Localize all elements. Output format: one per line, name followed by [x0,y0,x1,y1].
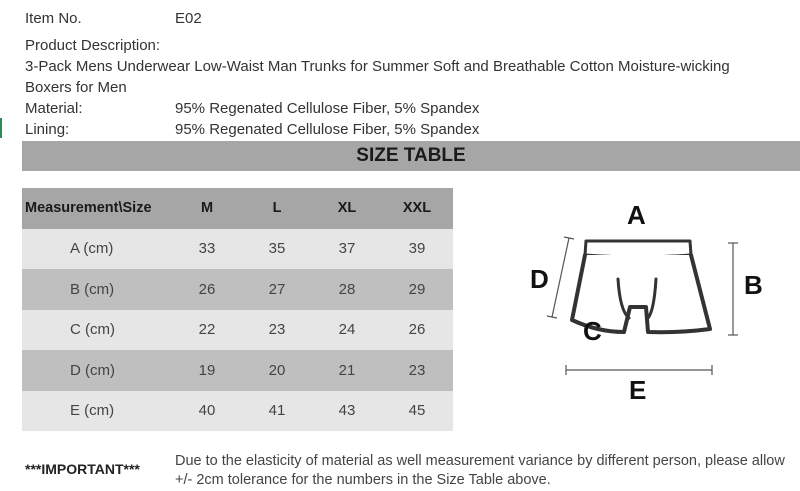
table-cell: 39 [408,240,426,258]
material-value: 95% Regenated Cellulose Fiber, 5% Spandex [175,100,480,117]
row-label: B (cm) [70,280,115,298]
edge-accent-mark [0,118,2,138]
table-row-a [22,229,453,270]
description-label: Product Description: [25,37,161,54]
description-line-2: Boxers for Men [25,79,127,96]
item-no-label: Item No. [25,10,82,27]
table-cell: 19 [198,361,216,379]
table-cell: 23 [408,361,426,379]
table-row-b [22,269,453,310]
header-size-xxl: XXL [402,200,432,217]
lining-label: Lining: [25,121,70,138]
row-label: D (cm) [70,361,115,379]
header-size-l: L [272,200,282,217]
size-table-header-row [22,188,453,229]
table-cell: 43 [338,402,356,420]
table-row-d [22,350,453,391]
table-cell: 21 [338,361,356,379]
table-cell: 29 [408,280,426,298]
table-cell: 28 [338,280,356,298]
table-cell: 40 [198,402,216,420]
size-table-title: SIZE TABLE [22,141,800,171]
table-row-e [22,391,453,432]
row-label: A (cm) [70,240,114,258]
dimension-label-c: C [583,316,602,346]
dimension-label-a: A [627,200,646,230]
item-no-value: E02 [175,10,202,27]
size-table [22,188,453,431]
table-cell: 20 [268,361,286,379]
table-cell: 33 [198,240,216,258]
measurement-diagram [520,195,770,410]
table-cell: 22 [198,321,216,339]
table-cell: 35 [268,240,286,258]
header-measurement: Measurement\Size [25,200,152,217]
important-notice-text: Due to the elasticity of material as well measurement variance by different person, please allow +/- 2cm tolerance for the numbers in the Size Table above. [175,453,785,488]
table-cell: 23 [268,321,286,339]
table-row-c [22,310,453,351]
dimension-line-d [552,238,569,317]
table-cell: 45 [408,402,426,420]
table-cell: 24 [338,321,356,339]
dimension-label-d: D [530,264,549,294]
header-size-m: M [200,200,214,217]
table-cell: 41 [268,402,286,420]
table-cell: 26 [198,280,216,298]
lining-value: 95% Regenated Cellulose Fiber, 5% Spandex [175,121,480,138]
row-label: C (cm) [70,321,115,339]
description-line-1: 3-Pack Mens Underwear Low-Waist Man Trunks for Summer Soft and Breathable Cotton Moisture-wicking [25,58,730,75]
dimension-label-b: B [744,270,763,300]
dimension-label-e: E [629,375,647,405]
header-size-xl: XL [337,200,357,217]
table-cell: 26 [408,321,426,339]
important-label: ***IMPORTANT*** [25,461,140,477]
table-cell: 27 [268,280,286,298]
material-label: Material: [25,100,83,117]
table-cell: 37 [338,240,356,258]
row-label: E (cm) [70,402,115,420]
